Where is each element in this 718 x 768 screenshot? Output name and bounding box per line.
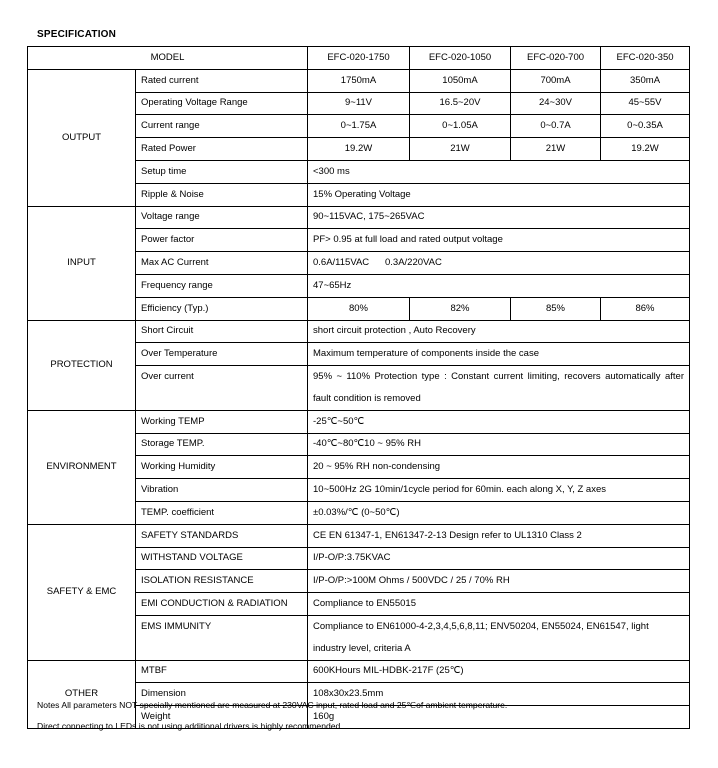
row-label: Working Humidity (136, 456, 308, 479)
cell-value: CE EN 61347-1, EN61347-2-13 Design refer to UL1310 Class 2 (308, 524, 690, 547)
header-row (28, 47, 690, 70)
model-1750: EFC-020-1750 (308, 47, 410, 70)
cell-value: 90~115VAC, 175~265VAC (308, 206, 690, 229)
note-measurement: Notes All parameters NOT specially mentioned are measured at 230VAC input, rated load and 25℃of ambient temperature. (37, 700, 508, 710)
cell-value: -25℃~50℃ (308, 410, 690, 433)
model-1050: EFC-020-1050 (410, 47, 511, 70)
cell-value: 0.6A/115VAC 0.3A/220VAC (308, 252, 690, 275)
cell-value: 0~0.7A (511, 115, 601, 138)
row-label: Ripple & Noise (136, 183, 308, 206)
cell-value: 45~55V (601, 92, 690, 115)
cell-value: short circuit protection , Auto Recovery (308, 320, 690, 343)
cell-value: 80% (308, 297, 410, 320)
row-label: Operating Voltage Range (136, 92, 308, 115)
group-safety-emc: SAFETY & EMC (28, 524, 136, 660)
cell-value: I/P-O/P:3.75KVAC (308, 547, 690, 570)
cell-value: 9~11V (308, 92, 410, 115)
row-label: Short Circuit (136, 320, 308, 343)
cell-value: -40℃~80℃10 ~ 95% RH (308, 433, 690, 456)
table-row (28, 320, 690, 343)
row-label: Rated current (136, 69, 308, 92)
cell-value: 600KHours MIL-HDBK-217F (25℃) (308, 660, 690, 683)
cell-value: 85% (511, 297, 601, 320)
cell-value: 0~1.05A (410, 115, 511, 138)
row-label: WITHSTAND VOLTAGE (136, 547, 308, 570)
cell-value: 16.5~20V (410, 92, 511, 115)
table-row (28, 206, 690, 229)
cell-value: 15% Operating Voltage (308, 183, 690, 206)
row-label: Storage TEMP. (136, 433, 308, 456)
model-350: EFC-020-350 (601, 47, 690, 70)
row-label: Voltage range (136, 206, 308, 229)
spec-table (27, 46, 690, 729)
row-label: Power factor (136, 229, 308, 252)
group-environment: ENVIRONMENT (28, 410, 136, 524)
row-label: Efficiency (Typ.) (136, 297, 308, 320)
cell-value: 86% (601, 297, 690, 320)
cell-value: 0~0.35A (601, 115, 690, 138)
cell-value: 0~1.75A (308, 115, 410, 138)
cell-value: 24~30V (511, 92, 601, 115)
cell-value: 21W (511, 138, 601, 161)
cell-value: 700mA (511, 69, 601, 92)
note-led-connection: Direct connecting to LEDs is not using additional drivers is highly recommended (37, 721, 341, 731)
row-label: Vibration (136, 479, 308, 502)
row-label: ISOLATION RESISTANCE (136, 570, 308, 593)
row-label: Current range (136, 115, 308, 138)
group-other: OTHER (28, 660, 136, 728)
group-output: OUTPUT (28, 69, 136, 206)
row-label: Max AC Current (136, 252, 308, 275)
table-row (28, 524, 690, 547)
cell-value: 20 ~ 95% RH non-condensing (308, 456, 690, 479)
cell-value: Maximum temperature of components inside the case (308, 343, 690, 366)
row-label: Dimension (136, 683, 308, 706)
cell-value: Compliance to EN61000-4-2,3,4,5,6,8,11; ENV50204, EN55024, EN61547, light industry level, criteria A (308, 615, 690, 660)
cell-value: 1050mA (410, 69, 511, 92)
row-label: Frequency range (136, 274, 308, 297)
group-protection: PROTECTION (28, 320, 136, 410)
cell-value: <300 ms (308, 160, 690, 183)
cell-value: 21W (410, 138, 511, 161)
row-label: Setup time (136, 160, 308, 183)
row-label: TEMP. coefficient (136, 501, 308, 524)
row-label: Working TEMP (136, 410, 308, 433)
group-input: INPUT (28, 206, 136, 320)
cell-value: 350mA (601, 69, 690, 92)
cell-value: 108x30x23.5mm (308, 683, 690, 706)
row-label: SAFETY STANDARDS (136, 524, 308, 547)
row-label: Weight (136, 706, 308, 729)
table-row (28, 410, 690, 433)
row-label: Over current (136, 366, 308, 411)
cell-value: 10~500Hz 2G 10min/1cycle period for 60min. each along X, Y, Z axes (308, 479, 690, 502)
cell-value: 19.2W (308, 138, 410, 161)
cell-value: Compliance to EN55015 (308, 593, 690, 616)
row-label: EMS IMMUNITY (136, 615, 308, 660)
model-700: EFC-020-700 (511, 47, 601, 70)
cell-value: ±0.03%/℃ (0~50℃) (308, 501, 690, 524)
row-label: Over Temperature (136, 343, 308, 366)
row-label: EMI CONDUCTION & RADIATION (136, 593, 308, 616)
row-label: MTBF (136, 660, 308, 683)
cell-value: 160g (308, 706, 690, 729)
cell-value: 82% (410, 297, 511, 320)
cell-value: 19.2W (601, 138, 690, 161)
header-model: MODEL (28, 47, 308, 70)
row-label: Rated Power (136, 138, 308, 161)
cell-value: 1750mA (308, 69, 410, 92)
cell-value: PF> 0.95 at full load and rated output voltage (308, 229, 690, 252)
page-title: SPECIFICATION (37, 29, 117, 40)
cell-value: I/P-O/P:>100M Ohms / 500VDC / 25 / 70% RH (308, 570, 690, 593)
table-row (28, 69, 690, 92)
table-row (28, 660, 690, 683)
cell-value: 95% ~ 110% Protection type : Constant current limiting, recovers automatically after fault condition is removed (308, 366, 690, 411)
cell-value: 47~65Hz (308, 274, 690, 297)
